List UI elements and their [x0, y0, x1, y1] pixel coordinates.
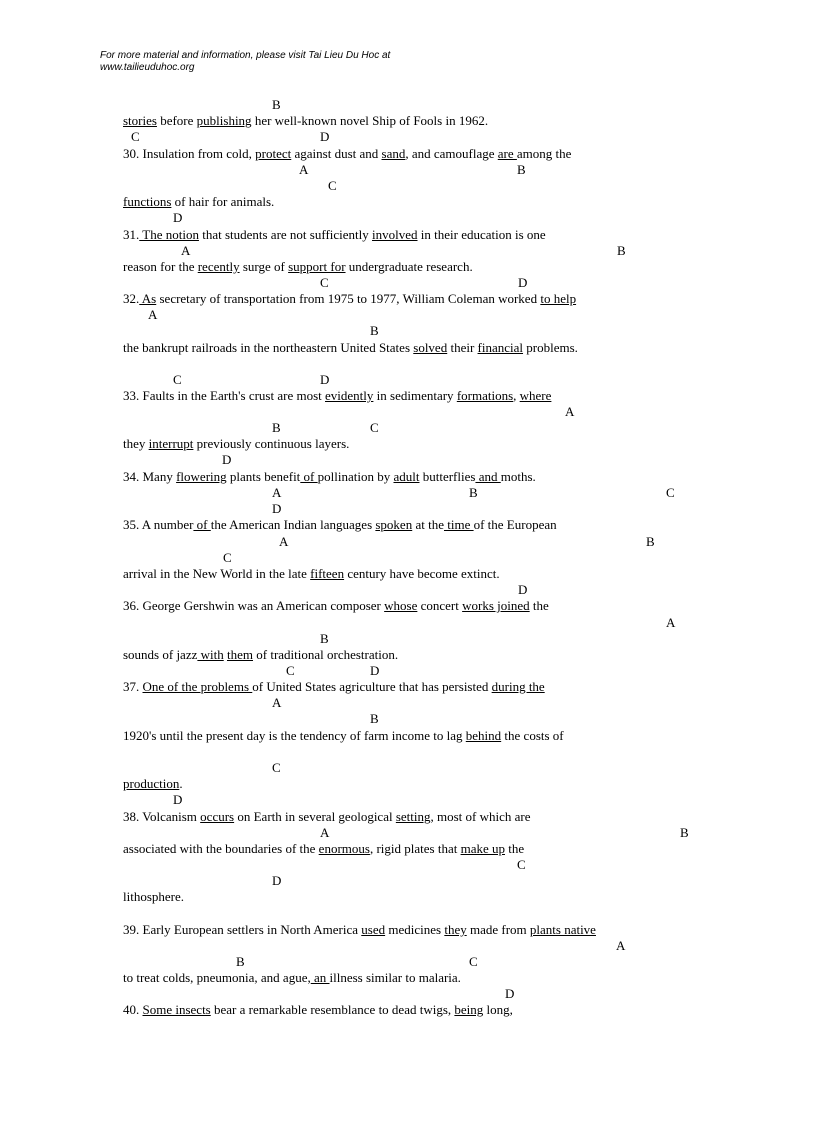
- text-segment: B: [370, 711, 379, 726]
- text-segment: butterflies: [419, 469, 476, 484]
- text-line: [123, 194, 274, 209]
- text-segment: the bankrupt railroads in the northeastern United States: [123, 340, 414, 355]
- text-segment: D: [518, 582, 528, 597]
- text-segment: 31.: [123, 227, 140, 242]
- text-line: [173, 372, 182, 387]
- text-segment: lithosphere.: [123, 889, 185, 904]
- text-segment: illness similar to malaria.: [329, 970, 461, 985]
- text-line: [617, 243, 626, 258]
- underlined-phrase: formations: [456, 388, 514, 403]
- text-segment: 32.: [123, 291, 140, 306]
- text-line: [517, 857, 526, 872]
- text-segment: A: [565, 404, 575, 419]
- underlined-phrase: during the: [491, 679, 545, 694]
- text-line: [328, 178, 337, 193]
- text-segment: D: [272, 873, 282, 888]
- text-line: [173, 210, 182, 225]
- text-segment: moths.: [500, 469, 536, 484]
- text-segment: surge of: [239, 259, 289, 274]
- text-segment: D: [173, 210, 183, 225]
- text-line: [272, 97, 281, 112]
- text-line: [320, 372, 329, 387]
- underlined-phrase: flowering: [176, 469, 227, 484]
- text-line: [123, 291, 576, 306]
- text-segment: B: [272, 97, 281, 112]
- text-line: [131, 129, 140, 144]
- text-line: [123, 469, 536, 484]
- text-segment: B: [469, 485, 478, 500]
- text-segment: A: [320, 825, 330, 840]
- text-line: [469, 954, 478, 969]
- text-line: [286, 663, 295, 678]
- text-line: [370, 663, 379, 678]
- text-line: [181, 243, 190, 258]
- text-segment: ,: [513, 388, 520, 403]
- underlined-phrase: to help: [540, 291, 577, 306]
- text-line: [370, 420, 379, 435]
- text-segment: B: [236, 954, 245, 969]
- text-line: [299, 162, 308, 177]
- underlined-phrase: As: [139, 291, 157, 306]
- text-segment: in sedimentary: [373, 388, 457, 403]
- text-line: [123, 598, 549, 613]
- text-line: [565, 404, 574, 419]
- underlined-phrase: setting: [395, 809, 431, 824]
- text-line: [123, 388, 551, 403]
- text-line: [123, 809, 531, 824]
- text-segment: C: [320, 275, 329, 290]
- text-line: [272, 485, 281, 500]
- text-line: [518, 275, 527, 290]
- text-line: [272, 420, 281, 435]
- text-segment: against dust and: [291, 146, 382, 161]
- text-segment: B: [272, 420, 281, 435]
- underlined-phrase: and: [475, 469, 501, 484]
- text-segment: D: [272, 501, 282, 516]
- underlined-phrase: interrupt: [148, 436, 194, 451]
- text-segment: they: [123, 436, 149, 451]
- text-segment: pollination by: [317, 469, 394, 484]
- underlined-phrase: financial: [477, 340, 524, 355]
- text-segment: their: [447, 340, 478, 355]
- underlined-phrase: with: [197, 647, 224, 662]
- text-segment: B: [646, 534, 655, 549]
- text-segment: of United States agriculture that has persisted: [252, 679, 492, 694]
- text-segment: the: [504, 841, 525, 856]
- underlined-phrase: adult: [393, 469, 420, 484]
- text-segment: the costs of: [501, 728, 564, 743]
- text-segment: 35. A number: [123, 517, 194, 532]
- underlined-phrase: being: [454, 1002, 484, 1017]
- underlined-phrase: make up: [460, 841, 505, 856]
- text-segment: 1920's until the present day is the tendency of farm income to lag: [123, 728, 466, 743]
- text-segment: at the: [412, 517, 444, 532]
- text-segment: D: [320, 129, 330, 144]
- text-segment: undergraduate research.: [345, 259, 473, 274]
- underlined-phrase: fifteen: [310, 566, 345, 581]
- text-line: [123, 679, 545, 694]
- header-line-2: www.tailieuduhoc.org: [100, 62, 195, 73]
- text-segment: B: [517, 162, 526, 177]
- text-line: [222, 452, 231, 467]
- underlined-phrase: an: [310, 970, 330, 985]
- text-segment: of hair for animals.: [171, 194, 275, 209]
- text-segment: before: [156, 113, 197, 128]
- text-segment: B: [320, 631, 329, 646]
- underlined-phrase: are: [497, 146, 517, 161]
- underlined-phrase: functions: [123, 194, 172, 209]
- text-line: [279, 534, 288, 549]
- underlined-phrase: protect: [255, 146, 292, 161]
- text-segment: D: [222, 452, 232, 467]
- text-segment: C: [328, 178, 337, 193]
- underlined-phrase: recently: [197, 259, 240, 274]
- text-segment: D: [518, 275, 528, 290]
- text-segment: C: [272, 760, 281, 775]
- underlined-phrase: behind: [465, 728, 502, 743]
- text-line: [616, 938, 625, 953]
- text-line: [123, 647, 398, 662]
- text-segment: her well-known novel Ship of Fools in 1962.: [251, 113, 489, 128]
- underlined-phrase: where: [519, 388, 552, 403]
- text-segment: long,: [483, 1002, 513, 1017]
- underlined-phrase: involved: [372, 227, 418, 242]
- text-line: [123, 728, 564, 743]
- text-segment: reason for the: [123, 259, 198, 274]
- underlined-phrase: enormous: [318, 841, 370, 856]
- underlined-phrase: they: [444, 922, 467, 937]
- text-segment: C: [469, 954, 478, 969]
- text-segment: to treat colds, pneumonia, and ague,: [123, 970, 311, 985]
- text-segment: 39. Early European settlers in North America: [123, 922, 362, 937]
- text-segment: , rigid plates that: [369, 841, 461, 856]
- text-segment: made from: [466, 922, 530, 937]
- text-segment: arrival in the New World in the late: [123, 566, 311, 581]
- text-segment: .: [179, 776, 183, 791]
- text-segment: D: [173, 792, 183, 807]
- text-line: [469, 485, 478, 500]
- text-segment: , and camouflage: [405, 146, 498, 161]
- text-line: [517, 162, 526, 177]
- text-segment: A: [148, 307, 158, 322]
- underlined-phrase: whose: [384, 598, 418, 613]
- underlined-phrase: them: [227, 647, 253, 662]
- text-line: [148, 307, 157, 322]
- text-line: [272, 760, 281, 775]
- underlined-phrase: plants native: [529, 922, 596, 937]
- underlined-phrase: stories: [123, 113, 157, 128]
- text-line: [320, 129, 329, 144]
- underlined-phrase: time: [443, 517, 474, 532]
- text-segment: of traditional orchestration.: [253, 647, 399, 662]
- text-segment: medicines: [385, 922, 445, 937]
- text-segment: 37.: [123, 679, 143, 694]
- header-line-1: For more material and information, please visit Tai Lieu Du Hoc at: [100, 50, 391, 61]
- text-line: [505, 986, 514, 1001]
- underlined-phrase: works joined: [462, 598, 530, 613]
- text-segment: D: [370, 663, 380, 678]
- text-segment: secretary of transportation from 1975 to 1977, William Coleman worked: [156, 291, 541, 306]
- text-segment: C: [131, 129, 140, 144]
- underlined-phrase: production: [123, 776, 180, 791]
- text-segment: A: [272, 695, 282, 710]
- text-segment: 40.: [123, 1002, 143, 1017]
- text-line: [272, 501, 281, 516]
- text-segment: previously continuous layers.: [193, 436, 350, 451]
- text-segment: bear a remarkable resemblance to dead twigs,: [210, 1002, 455, 1017]
- text-line: [123, 113, 488, 128]
- text-segment: that students are not sufficiently: [198, 227, 373, 242]
- text-segment: D: [320, 372, 330, 387]
- underlined-phrase: solved: [413, 340, 448, 355]
- text-segment: B: [370, 323, 379, 338]
- text-line: [320, 275, 329, 290]
- text-segment: A: [666, 615, 676, 630]
- text-segment: D: [505, 986, 515, 1001]
- underlined-phrase: publishing: [196, 113, 252, 128]
- text-segment: 36. George Gershwin was an American composer: [123, 598, 385, 613]
- text-line: [666, 485, 675, 500]
- text-segment: concert: [417, 598, 463, 613]
- underlined-phrase: support for: [288, 259, 346, 274]
- text-segment: B: [617, 243, 626, 258]
- text-segment: C: [370, 420, 379, 435]
- text-segment: on Earth in several geological: [234, 809, 396, 824]
- text-segment: C: [173, 372, 182, 387]
- text-segment: sounds of jazz: [123, 647, 198, 662]
- underlined-phrase: of: [193, 517, 211, 532]
- underlined-phrase: evidently: [325, 388, 374, 403]
- text-line: [123, 259, 473, 274]
- text-segment: A: [299, 162, 309, 177]
- text-segment: C: [223, 550, 232, 565]
- underlined-phrase: spoken: [375, 517, 413, 532]
- text-segment: in their education is one: [417, 227, 546, 242]
- text-line: [223, 550, 232, 565]
- text-segment: the: [529, 598, 549, 613]
- text-line: [680, 825, 689, 840]
- text-line: [123, 1002, 513, 1017]
- text-segment: century have become extinct.: [344, 566, 500, 581]
- text-segment: 38. Volcanism: [123, 809, 201, 824]
- text-segment: A: [181, 243, 191, 258]
- text-segment: plants benefit: [226, 469, 301, 484]
- text-segment: , most of which are: [430, 809, 531, 824]
- text-segment: A: [272, 485, 282, 500]
- text-segment: C: [666, 485, 675, 500]
- text-line: [236, 954, 245, 969]
- text-segment: 34. Many: [123, 469, 177, 484]
- text-line: [320, 825, 329, 840]
- text-line: [123, 517, 557, 532]
- underlined-phrase: sand: [381, 146, 406, 161]
- text-line: [123, 841, 524, 856]
- text-line: [518, 582, 527, 597]
- text-line: [370, 323, 379, 338]
- underlined-phrase: Some insects: [142, 1002, 211, 1017]
- text-line: [272, 695, 281, 710]
- underlined-phrase: One of the problems: [142, 679, 253, 694]
- text-segment: the American Indian languages: [210, 517, 376, 532]
- text-segment: of the European: [473, 517, 557, 532]
- text-line: [123, 146, 571, 161]
- text-line: [123, 889, 184, 904]
- text-line: [123, 340, 578, 355]
- text-line: [123, 566, 500, 581]
- text-segment: C: [517, 857, 526, 872]
- underlined-phrase: occurs: [200, 809, 235, 824]
- text-line: [173, 792, 182, 807]
- text-line: [646, 534, 655, 549]
- text-segment: 30. Insulation from cold,: [123, 146, 256, 161]
- underlined-phrase: The notion: [139, 227, 199, 242]
- text-line: [123, 970, 461, 985]
- text-line: [123, 227, 546, 242]
- text-segment: 33. Faults in the Earth's crust are most: [123, 388, 326, 403]
- underlined-phrase: used: [361, 922, 386, 937]
- text-line: [272, 873, 281, 888]
- text-segment: associated with the boundaries of the: [123, 841, 319, 856]
- text-line: [123, 776, 183, 791]
- text-segment: A: [616, 938, 626, 953]
- text-line: [123, 922, 596, 937]
- text-line: [320, 631, 329, 646]
- text-segment: A: [279, 534, 289, 549]
- underlined-phrase: of: [300, 469, 318, 484]
- text-line: [370, 711, 379, 726]
- text-segment: among the: [516, 146, 572, 161]
- text-line: [123, 436, 349, 451]
- text-segment: problems.: [523, 340, 578, 355]
- text-segment: B: [680, 825, 689, 840]
- text-segment: C: [286, 663, 295, 678]
- text-line: [666, 615, 675, 630]
